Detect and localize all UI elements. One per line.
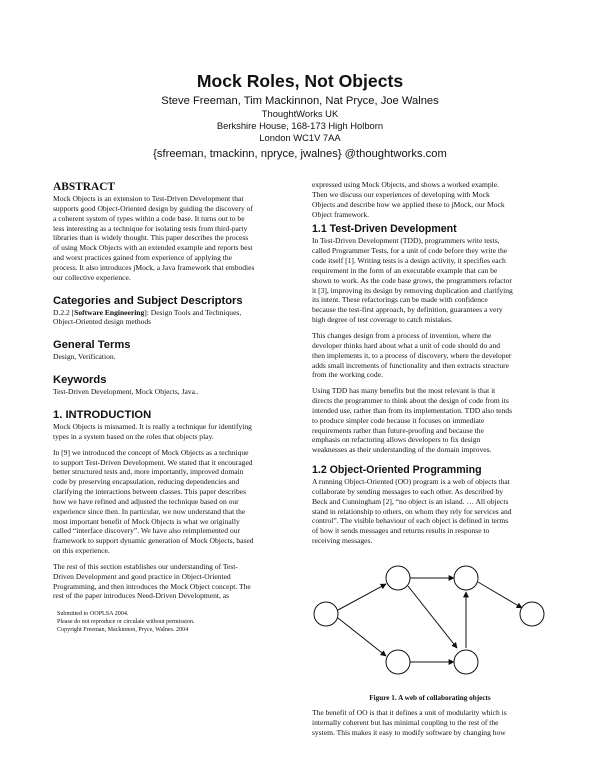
continued-line: Object framework. (312, 209, 369, 219)
abstract-line: a coherent system of types within a code base. It turns out to be (53, 213, 245, 223)
footnote-line: Submitted to OOPLSA 2004. (57, 611, 129, 618)
tdd-line: requirements rather than future-proofing and because the (312, 425, 484, 435)
author-emails: {sfreeman, tmackinn, npryce, jwalnes} @thoughtworks.com (153, 148, 447, 161)
paper-header (0, 70, 600, 161)
tdd-line: high degree of test coverage to catch mistakes. (312, 315, 453, 325)
authors: Steve Freeman, Tim Mackinnon, Nat Pryce, Joe Walnes (161, 95, 439, 107)
oo-heading: 1.2 Object-Oriented Programming (312, 464, 482, 477)
arrow-1-to-3 (338, 618, 386, 656)
object-node-5 (454, 650, 478, 674)
intro-line: experience since then. In particular, we now understand that the (53, 506, 246, 516)
tdd-line: because the test-first approach, by definition, guarantees a very (312, 305, 503, 315)
category-rest: ]: Design Tools and Techniques, (144, 307, 242, 317)
object-web-diagram (312, 560, 548, 690)
intro-line: how we have refined and adjusted the technique based on our (53, 496, 239, 506)
categories-line-2: Object-Oriented design methods (53, 317, 152, 327)
tdd-line: code itself [1]. Writing tests is a design activity, it specifies each (312, 256, 506, 266)
tdd-line: then implements it, to a process of discovery, where the developer (312, 350, 512, 360)
intro-line: rest of the paper introduces Need-Driven Development, as (53, 591, 230, 601)
affiliation-line-2: Berkshire House, 168-173 High Holborn (216, 119, 384, 131)
continued-line: Then we discuss our experiences of developing with Mock (312, 189, 490, 199)
abstract-line: process. It also introduces jMock, a Java framework that embodies (53, 262, 255, 272)
intro-line: types in a system based on the roles that objects play. (53, 431, 214, 441)
figure-1 (312, 560, 548, 690)
abstract-line: Mock Objects is an extension to Test-Driven Development that (53, 194, 244, 203)
category-code: D.2.2 [ (53, 307, 75, 317)
abstract-line: and worst practices gained from experience of applying the (53, 253, 232, 263)
abstract-line: less interesting as a technique for isolating tests from third-party (53, 223, 248, 233)
categories-line-1 (53, 308, 289, 318)
footnote-line: Please do not reproduce or circulate without permission. (57, 619, 195, 626)
keywords-heading: Keywords (53, 374, 107, 387)
intro-line: called “interface discovery”. We have also reimplemented our (53, 526, 240, 536)
intro-line: to support Test-Driven Development. We stated that it encouraged (53, 457, 253, 467)
intro-line: Mock Objects is misnamed. It is really a technique for identifying (53, 421, 252, 431)
abstract-line: our collective experience. (53, 272, 131, 282)
abstract-body (53, 194, 289, 283)
tdd-line: its intent. These refactorings can be made with confidence (312, 295, 488, 305)
object-node-1 (314, 602, 338, 626)
object-node-3 (386, 650, 410, 674)
object-node-2 (386, 566, 410, 590)
arrow-2-to-5 (408, 586, 457, 648)
arrow-1-to-2 (338, 584, 386, 610)
intro-line: Programming, and then introduces the Mock Object concept. The (53, 581, 251, 591)
tdd-line: directs the programmer to think about the design of code from its (312, 396, 509, 406)
continued-line: Objects and describe how we applied these to jMock, our Mock (312, 199, 505, 209)
affiliation-line-3: London WC1V 7AA (259, 131, 341, 143)
category-bold: Software Engineering (74, 307, 145, 317)
tdd-line: developer thinks hard about what a unit of code should do and (312, 340, 500, 350)
intro-line: framework to support dynamic generation of Mock Objects, based (53, 536, 254, 546)
oo-line: internally coherent but has minimal coupling to the rest of the (312, 717, 499, 727)
categories-heading: Categories and Subject Descriptors (53, 294, 243, 307)
abstract-line: of using Mock Objects with an extended example and reports best (53, 243, 253, 253)
abstract-heading: ABSTRACT (53, 181, 116, 193)
footnote-line: Copyright Freeman, Mackinnon, Pryce, Walnes. 2004 (57, 627, 189, 634)
tdd-line: adds small increments of functionality and then extracts structure (312, 360, 509, 370)
intro-line: better structured tests and, more importantly, improved domain (53, 467, 244, 477)
abstract-line: supports good Object-Oriented design by guiding the discovery of (53, 203, 253, 213)
intro-line: Driven Development and good practice in Object-Oriented (53, 571, 231, 581)
oo-line: of how it sends messages and returns results in response to (312, 526, 490, 536)
oo-line: stand in relationship to others, on whom they rely for services and (312, 506, 512, 516)
introduction-heading: 1. INTRODUCTION (53, 408, 152, 421)
tdd-line: This changes design from a process of invention, where the (312, 330, 492, 340)
tdd-line: requirement in the form of an executable example that can be (312, 265, 498, 275)
oo-line: collaborate by sending messages to each other. As described by (312, 486, 504, 496)
oo-line: A running Object-Oriented (OO) program is a web of objects that (312, 477, 510, 487)
intro-line: code by preserving encapsulation, reducing dependencies and (53, 477, 240, 487)
general-terms-text: Design, Verification. (53, 352, 116, 362)
oo-line: control”. The visible behaviour of each object is defined in terms (312, 516, 509, 526)
figure-caption: Figure 1. A web of collaborating objects (369, 694, 491, 702)
intro-line: In [9] we introduced the concept of Mock Objects as a technique (53, 447, 249, 457)
tdd-line: shown to work. As the code base grows, the programmers refactor (312, 275, 512, 285)
continued-line: expressed using Mock Objects, and shows a worked example. (312, 180, 499, 189)
arrow-4-to-6 (478, 582, 522, 608)
tdd-line: intended use, rather than from its implementation. TDD also tends (312, 405, 513, 415)
tdd-line: weaknesses as their understanding of the domain improves. (312, 445, 492, 455)
keywords-text: Test-Driven Development, Mock Objects, Java.. (53, 387, 199, 397)
tdd-heading: 1.1 Test-Driven Development (312, 223, 457, 236)
tdd-line: from the working code. (312, 370, 383, 380)
object-node-6 (520, 602, 544, 626)
tdd-line: In Test-Driven Development (TDD), programmers write tests, (312, 236, 500, 246)
oo-line: system. This makes it easy to modify software by changing how (312, 727, 506, 737)
tdd-line: it [3], improving its design by removing duplication and clarifying (312, 285, 513, 295)
right-column (312, 180, 548, 738)
oo-line: The benefit of OO is that it defines a unit of modularity which is (312, 708, 507, 717)
affiliation-line-1: ThoughtWorks UK (261, 108, 339, 119)
tdd-line: Using TDD has many benefits but the most relevant is that it (312, 386, 496, 396)
paper-title: Mock Roles, Not Objects (196, 71, 404, 91)
intro-line: most important benefit of Mock Objects is what we originally (53, 516, 240, 526)
object-node-4 (454, 566, 478, 590)
left-column (53, 180, 289, 634)
tdd-line: called Programmer Tests, for a unit of code before they write the (312, 246, 508, 256)
tdd-line: to produce simpler code because it focuses on immediate (312, 415, 485, 425)
abstract-line: libraries than is widely thought. This paper describes the process (53, 233, 249, 243)
intro-line: clarifying the interactions between classes. This paper describes (53, 487, 247, 497)
intro-line: on this experience. (53, 546, 110, 556)
oo-line: Beck and Cunningham [2], “no object is an island. … All objects (312, 496, 509, 506)
intro-line: The rest of this section establishes our understanding of Test- (53, 561, 238, 571)
oo-line: receiving messages. (312, 536, 373, 546)
general-terms-heading: General Terms (53, 339, 131, 352)
tdd-line: emphasis on refactoring allows developers to fix design (312, 435, 481, 445)
